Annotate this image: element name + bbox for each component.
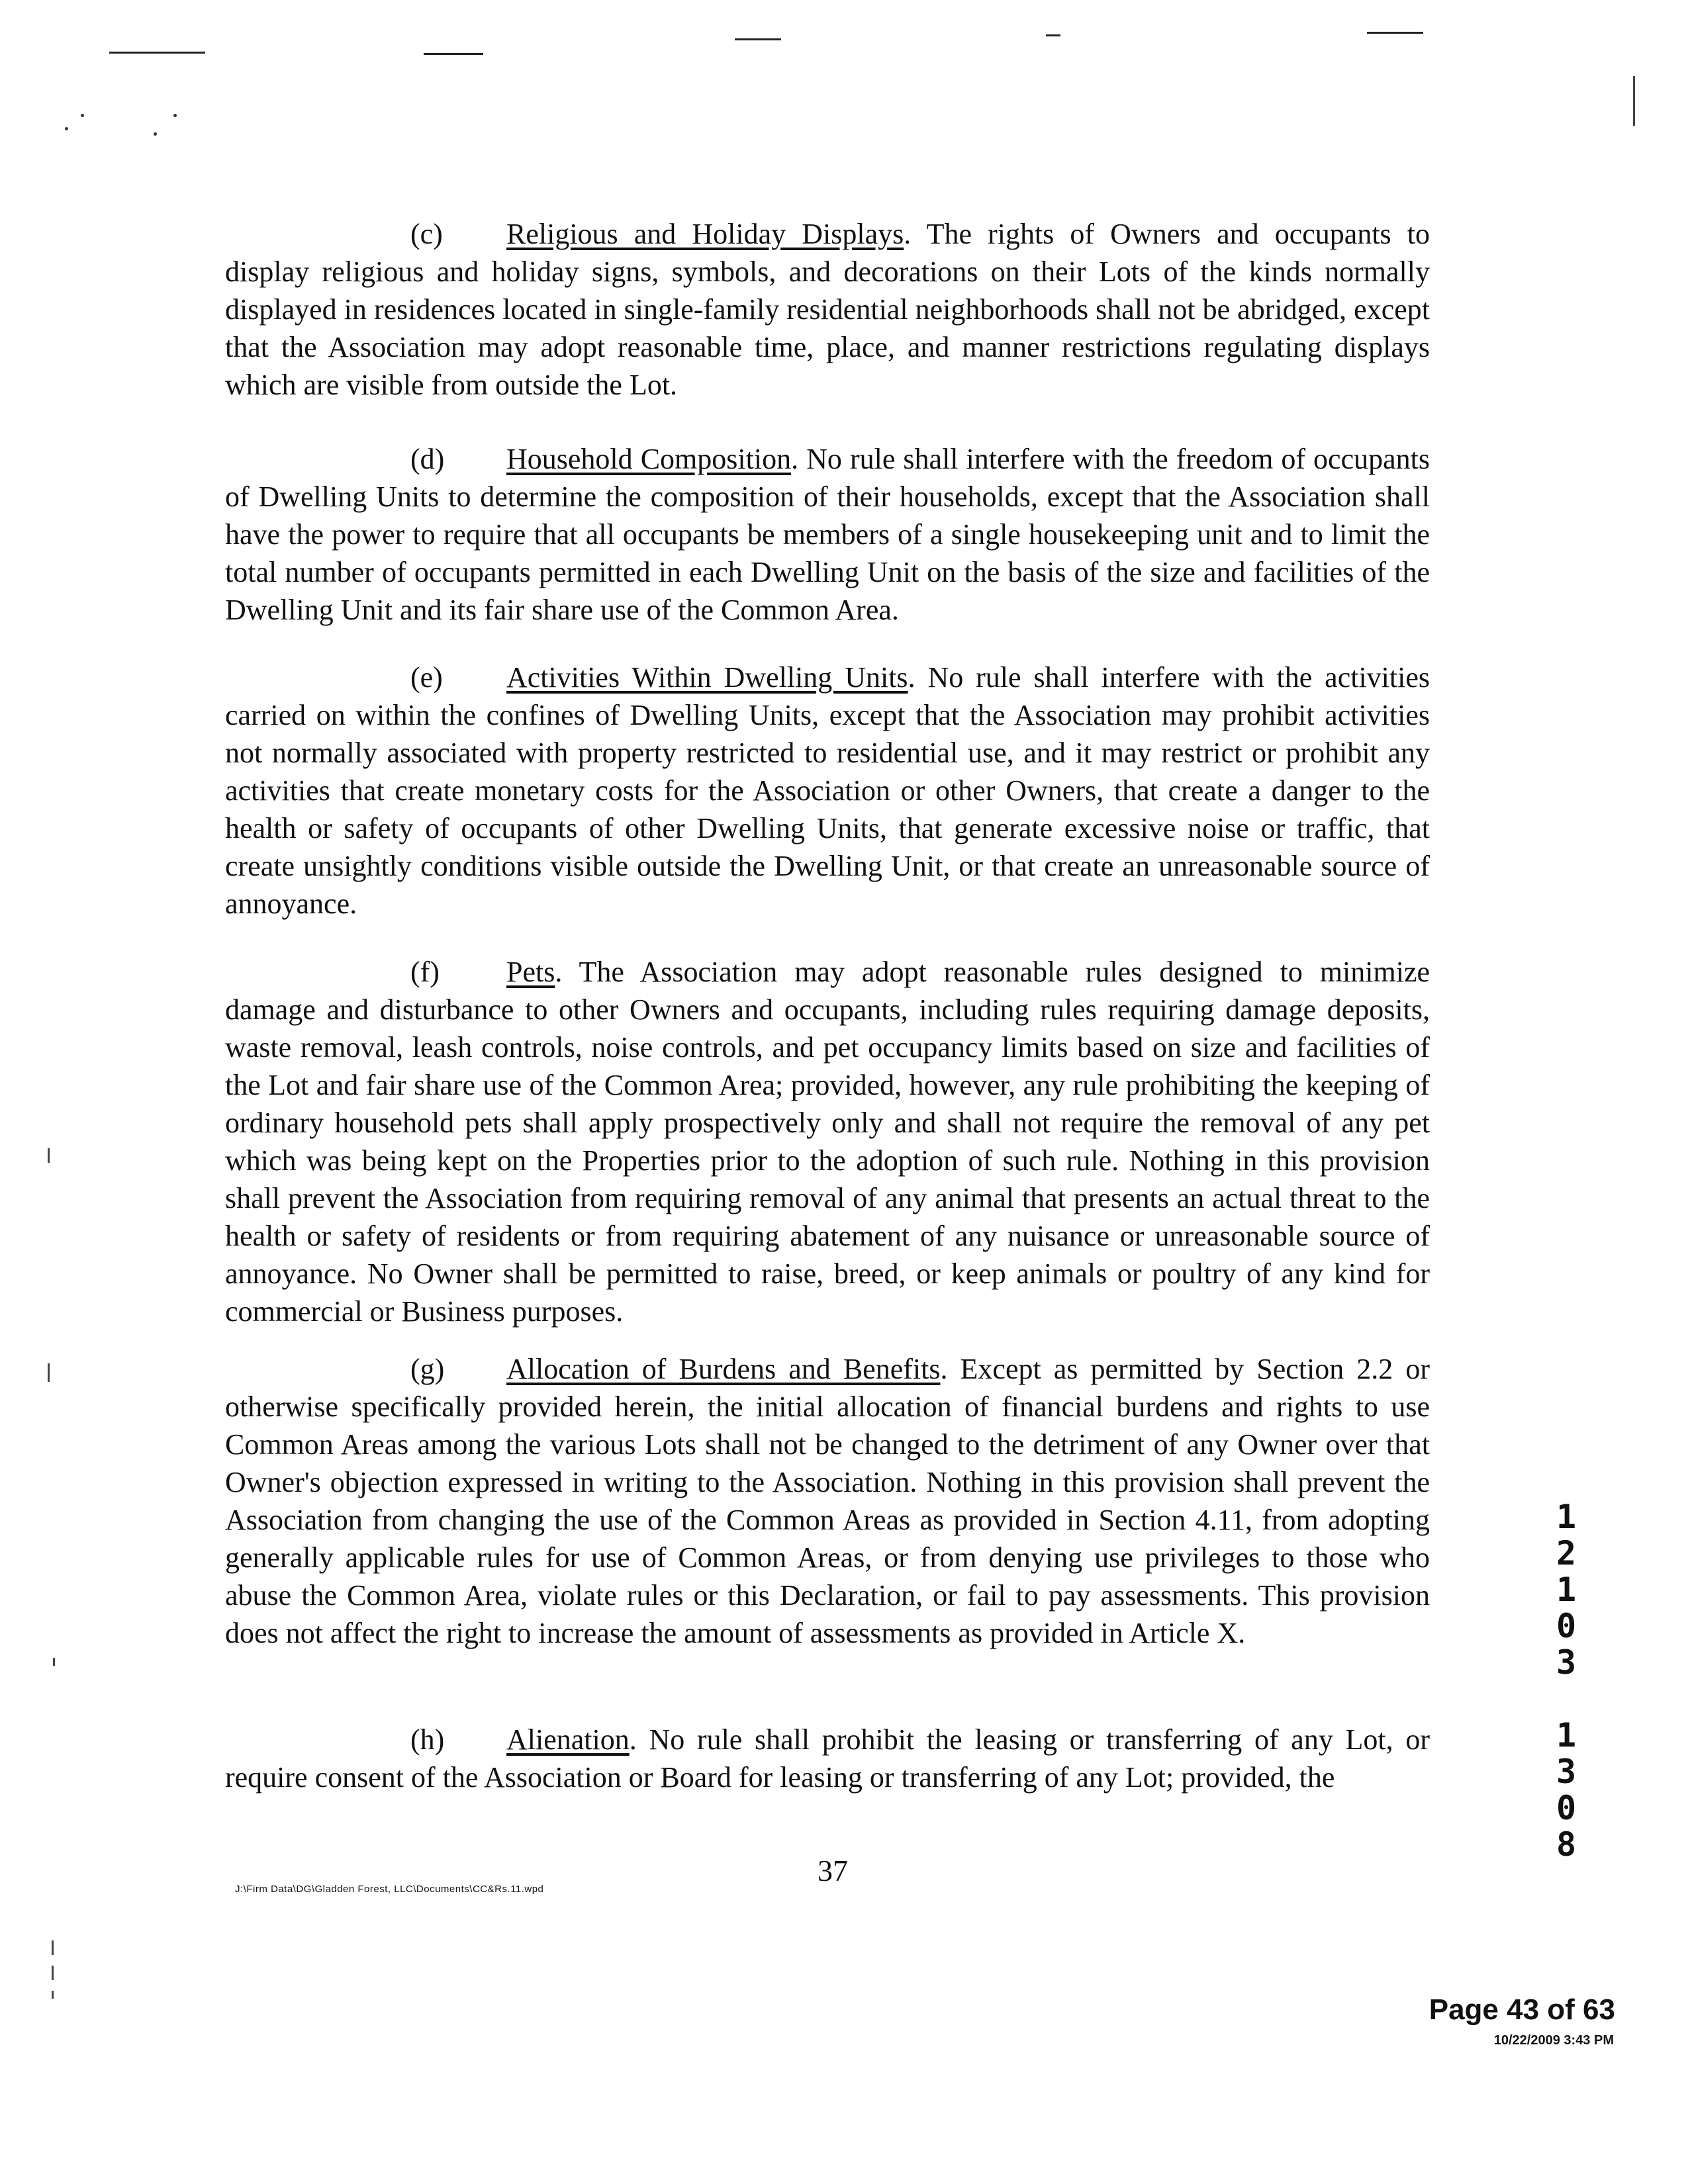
paragraph-body: . No rule shall interfere with the activities carried on within the confines of Dwelling Units, except that the Association may prohibit activities not normally associated with property restricted to residential use, and it may restrict or prohibit any activities that create monetary costs for the Association or other Owners, that create a danger to the health or safety of occupants of other Dwelling Units, that generate excessive noise or traffic, that create unsightly conditions visible outside the Dwelling Unit, or that create an unreasonable source of annoyance. xyxy=(225,661,1430,920)
paragraph-g xyxy=(225,1350,1430,1652)
scan-speck xyxy=(173,114,177,117)
recording-page-count: Page 43 of 63 xyxy=(1429,1993,1615,2026)
scan-speck xyxy=(81,114,84,117)
stamp-digit: 2 xyxy=(1556,1534,1577,1572)
paragraph-body: . The Association may adopt reasonable rules designed to minimize damage and disturbance to other Owners and occupants, including rules requiring damage deposits, waste removal, leash controls, noise controls, and pet occupancy limits based on size and facilities of the Lot and fair share use of the Common Area; provided, however, any rule prohibiting the keeping of ordinary household pets shall apply prospectively only and shall not require the removal of any pet which was being kept on the Properties prior to the adoption of such rule. Nothing in this provision shall prevent the Association from requiring removal of any animal that presents an actual threat to the health or safety of residents or from requiring abatement of any nuisance or unreasonable source of annoyance. No Owner shall be permitted to raise, breed, or keep animals or poultry of any kind for commercial or Business purposes. xyxy=(225,956,1430,1328)
stamp-digit: 0 xyxy=(1556,1789,1577,1827)
paragraph-title: Activities Within Dwelling Units xyxy=(506,661,908,694)
paragraph-title: Allocation of Burdens and Benefits xyxy=(506,1353,941,1385)
paragraph-title: Religious and Holiday Displays xyxy=(506,218,904,250)
scan-artifact-tick xyxy=(53,1658,55,1666)
scan-artifact-tick xyxy=(52,1940,54,1955)
scan-artifact-line xyxy=(424,53,483,55)
paragraph-letter: (e) xyxy=(410,661,443,694)
scan-artifact-tick xyxy=(1633,76,1635,126)
paragraph-h xyxy=(225,1721,1430,1796)
paragraph-body: . Except as permitted by Section 2.2 or otherwise specifically provided herein, the initial allocation of financial burdens and rights to use Common Areas among the various Lots shall not be changed to the detriment of any Owner over that Owner's objection expressed in writing to the Association. Nothing in this provision shall prevent the Association from changing the use of the Common Areas as provided in Section 4.11, from adopting generally applicable rules for use of Common Areas, or from denying use privileges to those who abuse the Common Area, violate rules or this Declaration, or fail to pay assessments. This provision does not affect the right to increase the amount of assessments as provided in Article X. xyxy=(225,1353,1430,1649)
stamp-digit: 0 xyxy=(1556,1607,1577,1645)
recording-timestamp: 10/22/2009 3:43 PM xyxy=(1493,2033,1614,2048)
scan-artifact-line xyxy=(1367,32,1423,34)
recording-stamp xyxy=(1550,1499,1582,1863)
paragraph-d xyxy=(225,440,1430,629)
scan-artifact-line xyxy=(735,38,781,40)
scan-artifact-tick xyxy=(48,1148,50,1163)
stamp-digit: 3 xyxy=(1556,1752,1577,1791)
paragraph-letter: (g) xyxy=(410,1353,445,1385)
page-number: 37 xyxy=(818,1854,848,1888)
scan-artifact-line xyxy=(1046,34,1060,36)
paragraph-letter: (c) xyxy=(410,218,443,250)
stamp-digit: 3 xyxy=(1556,1643,1577,1682)
paragraph-c xyxy=(225,215,1430,404)
paragraph-letter: (d) xyxy=(410,443,445,475)
paragraph-title: Pets xyxy=(506,956,555,988)
scan-artifact-tick xyxy=(48,1363,50,1382)
paragraph-letter: (f) xyxy=(410,956,440,988)
paragraph-title: Household Composition xyxy=(506,443,792,475)
paragraph-body: . The rights of Owners and occupants to display religious and holiday signs, symbols, and decorations on their Lots of the kinds normally displayed in residences located in single-family residential neighborhoods shall not be abridged, except that the Association may adopt reasonable time, place, and manner restrictions regulating displays which are visible from outside the Lot. xyxy=(225,218,1430,401)
paragraph-f xyxy=(225,953,1430,1330)
file-path: J:\Firm Data\DG\Gladden Forest, LLC\Documents\CC&Rs.11.wpd xyxy=(235,1884,544,1895)
scan-artifact-line xyxy=(109,52,205,54)
scan-speck xyxy=(154,132,157,136)
scan-speck xyxy=(65,127,68,130)
scan-artifact-tick xyxy=(52,1966,54,1980)
paragraph-body: . No rule shall prohibit the leasing or transferring of any Lot, or require consent of the Association or Board for leasing or transferring of any Lot; provided, the xyxy=(225,1723,1430,1794)
stamp-digit: 1 xyxy=(1556,1570,1577,1609)
stamp-digit xyxy=(1550,1681,1582,1717)
stamp-digit: 1 xyxy=(1556,1498,1577,1536)
paragraph-e xyxy=(225,659,1430,923)
stamp-digit: 8 xyxy=(1556,1825,1577,1864)
scan-artifact-tick xyxy=(52,1991,54,1999)
stamp-digit: 1 xyxy=(1556,1716,1577,1754)
paragraph-letter: (h) xyxy=(410,1723,445,1756)
paragraph-body: . No rule shall interfere with the freedom of occupants of Dwelling Units to determine the composition of their households, except that the Association shall have the power to require that all occupants be members of a single housekeeping unit and to limit the total number of occupants permitted in each Dwelling Unit on the basis of the size and facilities of the Dwelling Unit and its fair share use of the Common Area. xyxy=(225,443,1430,626)
paragraph-title: Alienation xyxy=(506,1723,630,1756)
